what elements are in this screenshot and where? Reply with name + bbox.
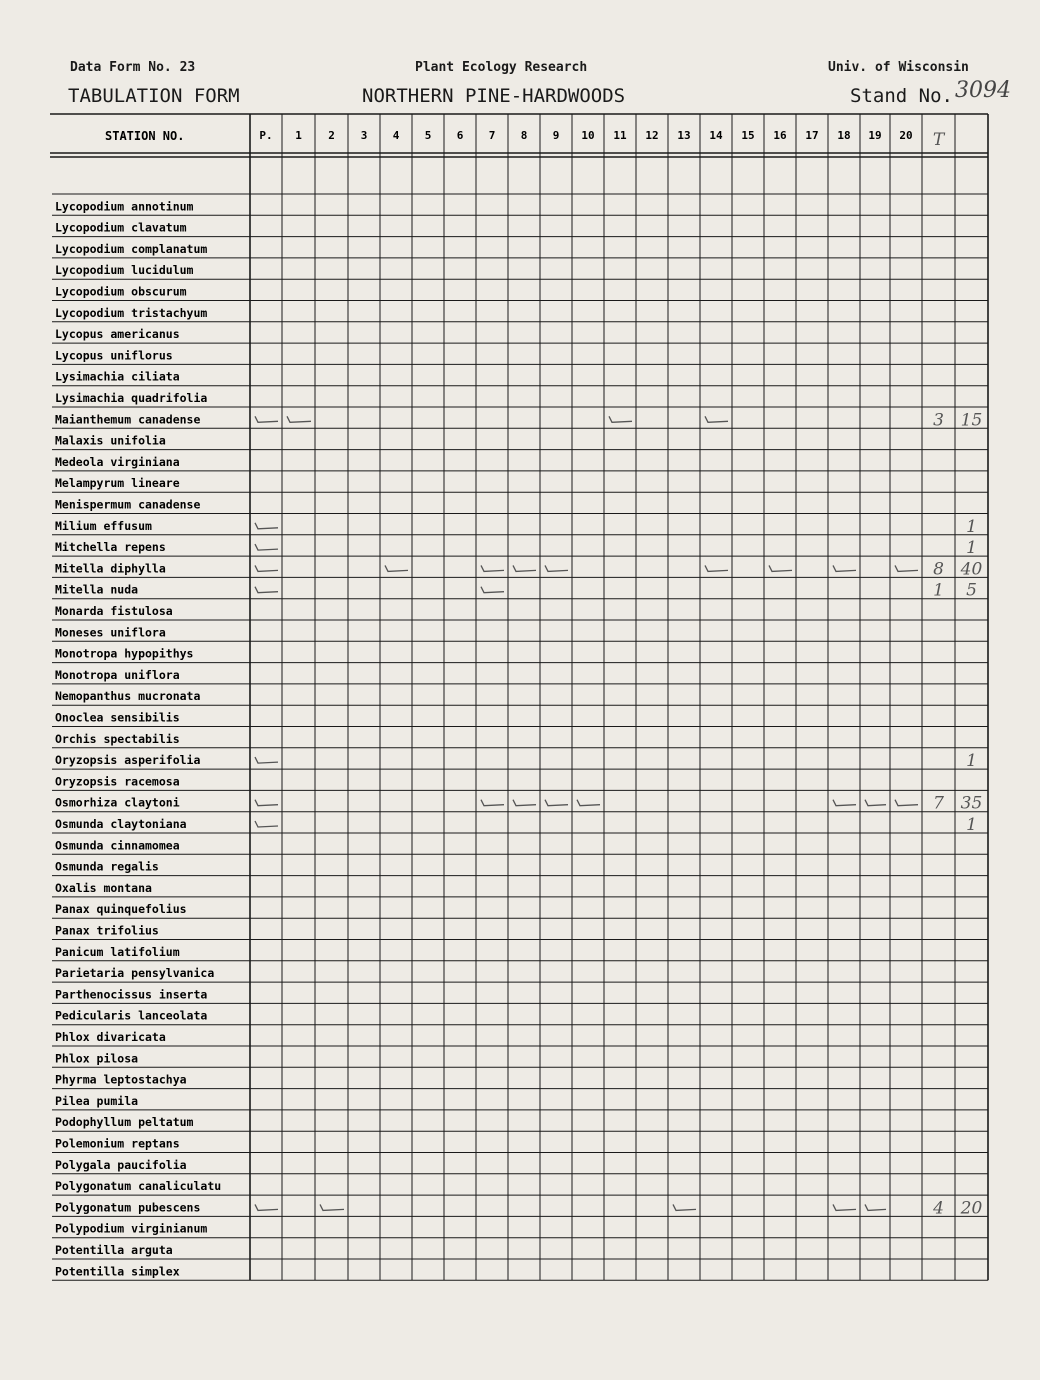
- column-header: 7: [488, 129, 496, 142]
- column-header: P.: [259, 129, 273, 142]
- species-name: Lysimachia ciliata: [55, 369, 180, 384]
- column-header: 6: [456, 129, 464, 142]
- column-header: 5: [424, 129, 432, 142]
- tick-mark: [255, 523, 278, 529]
- species-name: Polypodium virginianum: [55, 1221, 208, 1236]
- column-header: 15: [741, 129, 755, 142]
- tick-mark: [255, 757, 278, 763]
- species-name: Oryzopsis racemosa: [55, 774, 180, 789]
- tick-mark: [255, 565, 278, 571]
- total-value: 3: [933, 410, 944, 431]
- species-name: Polygonatum pubescens: [55, 1200, 201, 1215]
- species-name: Melampyrum lineare: [55, 476, 180, 491]
- species-name: Malaxis unifolia: [55, 433, 166, 448]
- species-name: Monotropa hypopithys: [55, 646, 194, 661]
- column-header: 4: [392, 129, 400, 142]
- tick-mark: [895, 800, 918, 806]
- research-heading: Plant Ecology Research: [415, 60, 588, 75]
- total-value: 8: [933, 559, 944, 580]
- column-header: 3: [360, 129, 368, 142]
- species-name: Panax trifolius: [55, 923, 159, 938]
- total-value: 7: [933, 793, 944, 814]
- species-name: Potentilla simplex: [55, 1264, 180, 1279]
- tick-mark: [895, 565, 918, 571]
- species-name: Oryzopsis asperifolia: [55, 753, 201, 768]
- species-name: Oxalis montana: [55, 880, 152, 895]
- tick-mark: [481, 565, 504, 571]
- tick-mark: [255, 587, 278, 593]
- ecosystem-title: NORTHERN PINE-HARDWOODS: [362, 85, 626, 107]
- species-name: Phyrma leptostachya: [55, 1072, 187, 1087]
- extra-value: 40: [960, 559, 983, 580]
- tick-mark: [481, 800, 504, 806]
- species-name: Monotropa uniflora: [55, 667, 180, 682]
- species-name: Polygonatum canaliculatu: [55, 1179, 222, 1194]
- species-name: Osmorhiza claytoni: [55, 795, 180, 810]
- column-header: 19: [868, 129, 882, 142]
- extra-value: 5: [966, 580, 977, 601]
- tick-mark: [320, 1204, 344, 1210]
- species-name: Lycopodium lucidulum: [55, 263, 194, 278]
- tick-mark: [769, 565, 792, 571]
- species-name: Polemonium reptans: [55, 1136, 180, 1151]
- tick-mark: [833, 800, 856, 806]
- form-number: Data Form No. 23: [70, 60, 196, 75]
- extra-value: 15: [960, 410, 983, 431]
- tick-mark: [609, 416, 632, 422]
- species-name: Monarda fistulosa: [55, 604, 173, 618]
- species-name: Nemopanthus mucronata: [55, 689, 201, 704]
- species-name: Phlox pilosa: [55, 1051, 139, 1066]
- tick-mark: [833, 1204, 856, 1210]
- species-name: Lycopodium clavatum: [55, 220, 187, 235]
- column-header: 16: [773, 129, 787, 142]
- species-name: Lycopus uniflorus: [55, 348, 173, 363]
- species-name: Polygala paucifolia: [55, 1157, 187, 1172]
- column-header: 13: [677, 129, 691, 142]
- species-name: Orchis spectabilis: [55, 731, 180, 746]
- species-name: Pedicularis lanceolata: [55, 1008, 208, 1023]
- tick-mark: [255, 544, 278, 550]
- tick-mark: [513, 800, 536, 806]
- column-header: 14: [709, 129, 723, 142]
- tick-mark: [865, 1204, 886, 1210]
- species-name: Lycopus americanus: [55, 327, 180, 342]
- extra-value: 1: [966, 516, 977, 537]
- column-header: 18: [837, 129, 851, 142]
- station-number-label: STATION NO.: [105, 129, 185, 143]
- species-name: Lycopodium obscurum: [55, 284, 187, 299]
- tick-mark: [705, 416, 728, 422]
- tick-mark: [255, 416, 278, 422]
- column-header: 10: [581, 129, 595, 142]
- species-name: Podophyllum peltatum: [55, 1115, 194, 1130]
- species-name: Potentilla arguta: [55, 1243, 173, 1257]
- extra-value: 1: [966, 815, 977, 835]
- species-name: Panicum latifolium: [55, 944, 180, 959]
- species-name: Parietaria pensylvanica: [55, 966, 215, 981]
- species-name: Milium effusum: [55, 518, 152, 533]
- species-name: Lycopodium annotinum: [55, 199, 194, 214]
- total-value: 1: [933, 580, 944, 601]
- tick-mark: [385, 565, 408, 571]
- tick-mark: [545, 565, 568, 571]
- university-heading: Univ. of Wisconsin: [828, 60, 969, 75]
- extra-value: 20: [960, 1198, 983, 1219]
- form-title: TABULATION FORM: [68, 85, 240, 107]
- total-value: 4: [933, 1198, 944, 1219]
- column-header: 17: [805, 129, 819, 142]
- column-header: 8: [520, 129, 528, 142]
- species-name: Parthenocissus inserta: [55, 987, 208, 1002]
- column-header: 1: [295, 129, 302, 142]
- tick-mark: [545, 800, 568, 806]
- column-header: 9: [552, 129, 560, 142]
- tick-mark: [481, 587, 504, 593]
- tick-mark: [287, 416, 311, 422]
- species-name: Mitella nuda: [55, 582, 139, 597]
- column-header: 2: [328, 129, 335, 142]
- species-name: Moneses uniflora: [55, 625, 166, 640]
- stand-number-value: 3094: [955, 78, 1011, 103]
- column-header: 20: [899, 129, 913, 142]
- tick-mark: [255, 1204, 278, 1210]
- column-header: 11: [613, 129, 627, 142]
- tick-mark: [513, 565, 536, 571]
- species-name: Mitella diphylla: [55, 561, 166, 576]
- species-name: Medeola virginiana: [55, 454, 180, 469]
- column-header: 12: [645, 129, 659, 142]
- species-name: Phlox divaricata: [55, 1030, 166, 1044]
- column-header: T: [932, 130, 945, 150]
- tick-mark: [577, 800, 600, 806]
- species-name: Lycopodium tristachyum: [55, 305, 208, 320]
- species-name: Lysimachia quadrifolia: [55, 391, 208, 405]
- species-name: Lycopodium complanatum: [55, 241, 208, 256]
- tick-mark: [705, 565, 728, 571]
- extra-value: 1: [966, 751, 977, 772]
- tick-mark: [865, 800, 886, 806]
- species-name: Maianthemum canadense: [55, 412, 201, 427]
- species-name: Osmunda cinnamomea: [55, 838, 180, 853]
- species-name: Osmunda regalis: [55, 859, 159, 874]
- tick-mark: [673, 1204, 696, 1210]
- species-name: Onoclea sensibilis: [55, 710, 180, 725]
- species-name: Panax quinquefolius: [55, 902, 187, 917]
- species-name: Mitchella repens: [55, 540, 166, 555]
- extra-value: 35: [960, 793, 983, 814]
- tick-mark: [255, 821, 278, 827]
- species-name: Osmunda claytoniana: [55, 817, 187, 831]
- species-name: Menispermum canadense: [55, 497, 201, 512]
- stand-number-label: Stand No.: [850, 85, 953, 107]
- extra-value: 1: [966, 538, 977, 559]
- tick-mark: [255, 800, 278, 806]
- species-name: Pilea pumila: [55, 1093, 139, 1108]
- tick-mark: [833, 565, 856, 571]
